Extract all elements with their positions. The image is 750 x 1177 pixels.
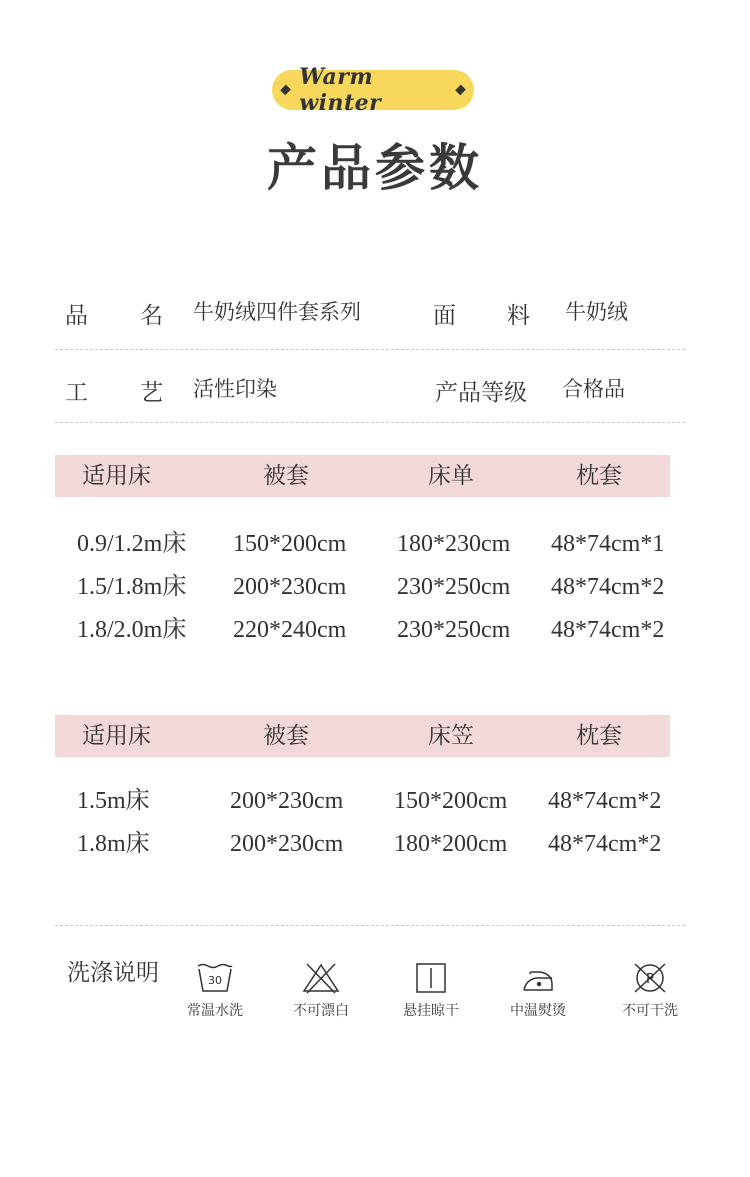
table-row bbox=[55, 829, 670, 859]
no-bleach-icon bbox=[301, 962, 341, 994]
craft-label-b: 艺 bbox=[140, 380, 163, 406]
divider bbox=[55, 422, 685, 423]
wash-label: 不可漂白 bbox=[293, 1003, 349, 1019]
cell-fitted: 180*200cm bbox=[394, 831, 508, 857]
table-row bbox=[55, 572, 670, 602]
cell-sheet: 230*250cm bbox=[397, 617, 511, 643]
wash-title: 洗涤说明 bbox=[67, 960, 159, 986]
table-row bbox=[55, 615, 670, 645]
no-dry-clean-icon bbox=[630, 962, 670, 994]
cell-bed: 1.8m床 bbox=[77, 831, 150, 857]
divider bbox=[55, 925, 685, 926]
wash-label: 中温熨烫 bbox=[510, 1003, 566, 1019]
table1-header-duvet: 被套 bbox=[263, 463, 309, 489]
svg-text:30: 30 bbox=[208, 974, 222, 987]
cell-bed: 1.5/1.8m床 bbox=[77, 574, 187, 600]
warm-winter-badge bbox=[272, 64, 474, 116]
cell-fitted: 150*200cm bbox=[394, 788, 508, 814]
fabric-value: 牛奶绒 bbox=[565, 300, 628, 324]
table2-header-pillow: 枕套 bbox=[576, 723, 622, 749]
table1-header-sheet: 床单 bbox=[428, 463, 474, 489]
cell-bed: 1.8/2.0m床 bbox=[77, 617, 187, 643]
wash-label: 不可干洗 bbox=[622, 1003, 678, 1019]
wash-label: 悬挂晾干 bbox=[403, 1003, 459, 1019]
cell-sheet: 180*230cm bbox=[397, 531, 511, 557]
table1-header bbox=[55, 455, 670, 497]
fabric-label-a: 面 bbox=[433, 303, 456, 329]
table2-header bbox=[55, 715, 670, 757]
diamond-icon bbox=[455, 85, 466, 96]
grade-label: 产品等级 bbox=[435, 380, 527, 406]
cell-bed: 0.9/1.2m床 bbox=[77, 531, 187, 557]
table-row bbox=[55, 529, 670, 559]
page-title: 产品参数 bbox=[267, 139, 483, 197]
cell-bed: 1.5m床 bbox=[77, 788, 150, 814]
iron-medium-icon bbox=[518, 962, 558, 994]
grade-value: 合格品 bbox=[562, 377, 625, 401]
table2-header-duvet: 被套 bbox=[263, 723, 309, 749]
cell-duvet: 220*240cm bbox=[233, 617, 347, 643]
cell-pillow: 48*74cm*2 bbox=[548, 831, 662, 857]
table1-header-bed: 适用床 bbox=[82, 463, 151, 489]
hang-dry-icon bbox=[411, 962, 451, 994]
cell-pillow: 48*74cm*1 bbox=[551, 531, 665, 557]
table2-header-fitted: 床笠 bbox=[428, 723, 474, 749]
wash-label: 常温水洗 bbox=[187, 1003, 243, 1019]
diamond-icon bbox=[280, 85, 291, 96]
wash-item-normal bbox=[170, 962, 260, 1020]
wash-30-icon bbox=[195, 962, 235, 994]
wash-item-no-dry-clean bbox=[605, 962, 695, 1020]
name-value: 牛奶绒四件套系列 bbox=[193, 300, 361, 324]
cell-sheet: 230*250cm bbox=[397, 574, 511, 600]
svg-text:P: P bbox=[646, 972, 654, 987]
table1-header-pillow: 枕套 bbox=[576, 463, 622, 489]
cell-pillow: 48*74cm*2 bbox=[551, 617, 665, 643]
table-row bbox=[55, 786, 670, 816]
cell-duvet: 200*230cm bbox=[233, 574, 347, 600]
name-label-b: 名 bbox=[140, 303, 163, 329]
cell-duvet: 150*200cm bbox=[233, 531, 347, 557]
badge-text: Warm winter bbox=[299, 64, 382, 116]
table2-header-bed: 适用床 bbox=[82, 723, 151, 749]
cell-duvet: 200*230cm bbox=[230, 788, 344, 814]
cell-pillow: 48*74cm*2 bbox=[548, 788, 662, 814]
wash-item-hang-dry bbox=[386, 962, 476, 1020]
craft-label-a: 工 bbox=[65, 380, 88, 406]
wash-item-no-bleach bbox=[276, 962, 366, 1020]
divider bbox=[55, 349, 685, 350]
wash-item-iron bbox=[493, 962, 583, 1020]
fabric-label-b: 料 bbox=[507, 303, 530, 329]
cell-duvet: 200*230cm bbox=[230, 831, 344, 857]
cell-pillow: 48*74cm*2 bbox=[551, 574, 665, 600]
craft-value: 活性印染 bbox=[193, 377, 277, 401]
name-label-a: 品 bbox=[65, 303, 88, 329]
